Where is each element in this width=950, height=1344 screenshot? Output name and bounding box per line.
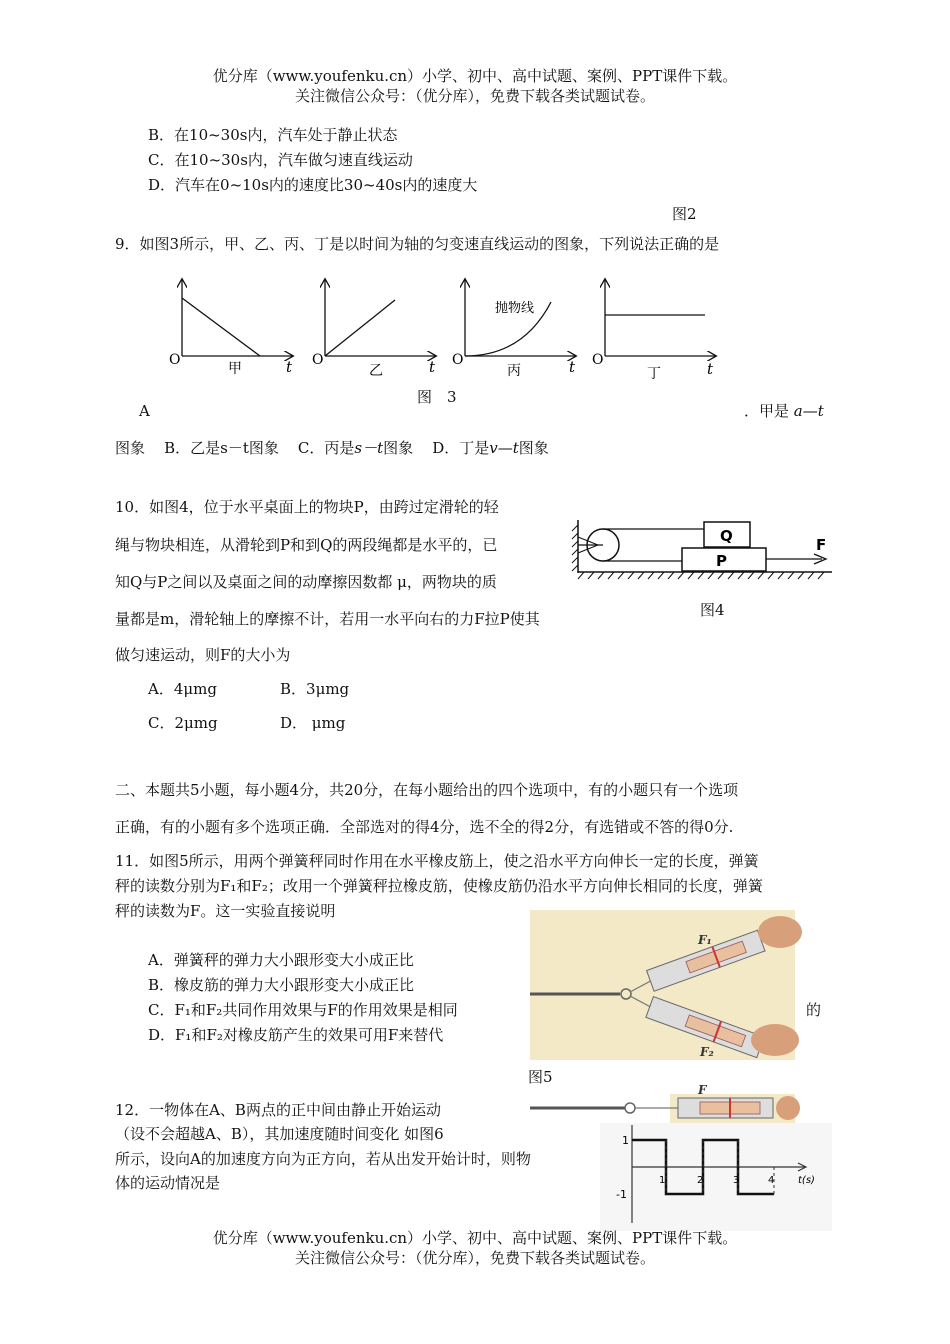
header-line-1: 优分库（www.youfenku.cn）小学、初中、高中试题、案例、PPT课件下载。 xyxy=(212,67,738,85)
q9-option-a-letter: A xyxy=(139,402,150,420)
origin-label: O xyxy=(312,352,324,368)
graph-yi xyxy=(303,272,443,382)
q9-figure-caption: 图 3 xyxy=(417,388,457,406)
q10-line-4: 量都是m，滑轮轴上的摩擦不计，若用一水平向右的力F拉P使其 xyxy=(115,610,540,628)
q10-line-3: 知Q与P之间以及桌面之间的动摩擦因数都 μ，两物块的质 xyxy=(115,573,497,591)
q8-figure-caption: 图2 xyxy=(672,205,697,223)
q9-option-a-text: ．甲是 a—t xyxy=(744,402,824,420)
block-p-label: P xyxy=(716,552,727,570)
q10-option-b: B．3μmg xyxy=(280,680,350,698)
axis-t-label: t xyxy=(707,360,714,378)
figure-4-pulley-diagram xyxy=(570,515,840,590)
graph-bing xyxy=(443,272,583,382)
y-tick-1: 1 xyxy=(622,1134,629,1147)
figure-6-acceleration-graph xyxy=(600,1123,832,1231)
footer-line-1: 优分库（www.youfenku.cn）小学、初中、高中试题、案例、PPT课件下载。 xyxy=(212,1229,738,1247)
q11-option-d: D．F₁和F₂对橡皮筋产生的效果可用F来替代 xyxy=(148,1026,444,1044)
q11-figure-caption: 图5 xyxy=(528,1068,553,1086)
q11-option-b: B．橡皮筋的弹力大小跟形变大小成正比 xyxy=(148,976,415,994)
graph-jia xyxy=(160,272,300,382)
x-tick-4: 4 xyxy=(768,1175,775,1186)
q12-line-1: 12．一物体在A、B两点的正中间由静止开始运动 xyxy=(115,1101,441,1119)
axis-t-label: t xyxy=(429,358,436,376)
origin-label: O xyxy=(169,352,181,368)
photo-f2-label: F₂ xyxy=(700,1045,714,1059)
header-line-2: 关注微信公众号：（优分库），免费下载各类试题试卷。 xyxy=(294,87,655,105)
figure-5-single-scale-photo xyxy=(530,1084,795,1124)
q12-line-3: 所示，设向A的加速度方向为正方向，若从出发开始计时，则物 xyxy=(115,1150,531,1168)
graph-label-bing: 丙 xyxy=(507,363,521,379)
q12-line-2: （设不会超越A、B），其加速度随时间变化 如图6 xyxy=(115,1125,444,1143)
q11-line-2: 秤的读数分别为F₁和F₂；改用一个弹簧秤拉橡皮筋，使橡皮筋仍沿水平方向伸长相同的长度，弹簧 xyxy=(115,877,763,895)
q11-option-c: C．F₁和F₂共同作用效果与F的作用效果是相同 xyxy=(148,1001,458,1019)
q12-line-4: 体的运动情况是 xyxy=(115,1174,221,1192)
q9-options-line: 图象 B．乙是s－t图象 C．丙是s－t图象 D．丁是v—t图象 xyxy=(115,439,549,457)
graph-label-ding: 丁 xyxy=(647,366,661,382)
axis-t-label: t xyxy=(569,358,576,376)
q8-option-d: D．汽车在0~10s内的速度比30~40s内的速度大 xyxy=(148,176,478,194)
section2-line-2: 正确，有的小题有多个选项正确．全部选对的得4分，选不全的得2分，有选错或不答的得0分. xyxy=(115,818,734,836)
figure-5-spring-scale-photo xyxy=(530,910,795,1060)
photo-f1-label: F₁ xyxy=(698,933,712,947)
y-tick-neg1: -1 xyxy=(616,1188,627,1201)
q11-line-3: 秤的读数为F。这一实验直接说明 xyxy=(115,902,336,920)
graph-ding xyxy=(583,272,723,382)
q11-option-a: A．弹簧秤的弹力大小跟形变大小成正比 xyxy=(148,951,414,969)
graph-label-yi: 乙 xyxy=(369,363,383,379)
x-tick-3: 3 xyxy=(733,1175,740,1186)
force-f-label: F xyxy=(816,536,827,554)
footer-line-2: 关注微信公众号：（优分库），免费下载各类试题试卷。 xyxy=(294,1249,655,1267)
graph-label-jia: 甲 xyxy=(228,361,242,377)
q10-line-1: 10．如图4，位于水平桌面上的物块P，由跨过定滑轮的轻 xyxy=(115,498,499,516)
q11-option-c-tail: 的 xyxy=(806,1001,822,1019)
block-q-label: Q xyxy=(720,527,733,545)
origin-label: O xyxy=(452,352,464,368)
q11-line-1: 11．如图5所示，用两个弹簧秤同时作用在水平橡皮筋上，使之沿水平方向伸长一定的长度，弹簧 xyxy=(115,852,759,870)
q10-line-5: 做匀速运动，则F的大小为 xyxy=(115,646,291,664)
q10-option-c: C．2μmg xyxy=(148,714,218,732)
q10-line-2: 绳与物块相连，从滑轮到P和到Q的两段绳都是水平的，已 xyxy=(115,536,498,554)
x-tick-2: 2 xyxy=(697,1175,704,1186)
q9-stem: 9．如图3所示，甲、乙、丙、丁是以时间为轴的匀变速直线运动的图象，下列说法正确的是 xyxy=(115,235,720,253)
q10-option-d: D． μmg xyxy=(280,714,346,732)
q8-option-b: B．在10~30s内，汽车处于静止状态 xyxy=(148,126,398,144)
section2-line-1: 二、本题共5小题，每小题4分，共20分，在每小题给出的四个选项中，有的小题只有一个选项 xyxy=(115,781,739,799)
axis-t-label: t xyxy=(286,358,293,376)
q10-option-a: A．4μmg xyxy=(148,680,217,698)
parabola-label: 抛物线 xyxy=(495,301,535,316)
q10-figure-caption: 图4 xyxy=(700,601,725,619)
x-axis-label: t(s) xyxy=(798,1175,815,1186)
photo-f-label: F xyxy=(698,1083,707,1097)
q8-option-c: C．在10~30s内，汽车做匀速直线运动 xyxy=(148,151,413,169)
origin-label: O xyxy=(592,352,604,368)
x-tick-1: 1 xyxy=(659,1175,666,1186)
